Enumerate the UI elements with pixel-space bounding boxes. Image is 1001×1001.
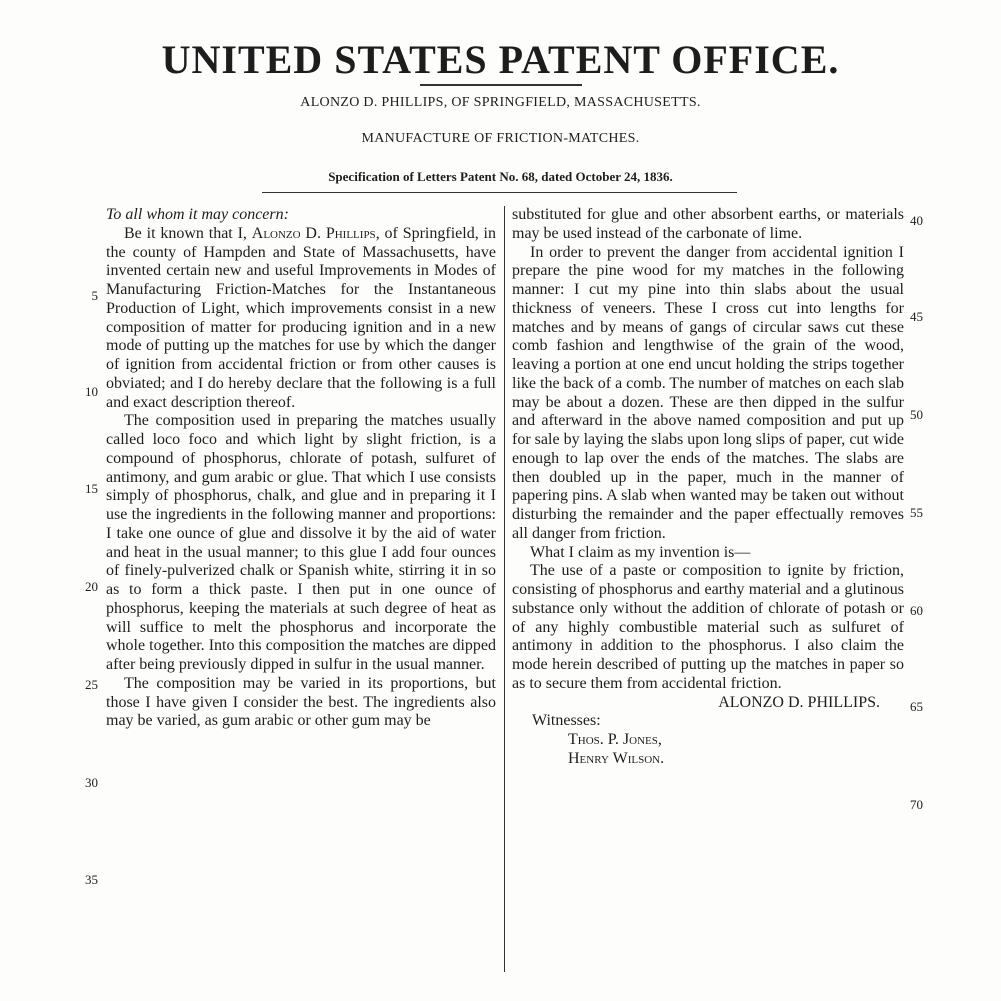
column-divider xyxy=(504,206,505,972)
claim-intro: What I claim as my invention is— xyxy=(530,543,751,561)
continuation-paragraph: substituted for glue and other absorbent earths, or materials may be used instead of the carbonate of lime. xyxy=(512,206,904,242)
line-number-right: 55 xyxy=(910,505,923,520)
title-rule xyxy=(420,84,582,86)
line-number-left: 35 xyxy=(85,872,98,887)
inventor-name: Alonzo D. Phillips xyxy=(251,224,376,242)
line-number-left: 5 xyxy=(91,288,98,303)
variation-paragraph: The composition may be varied in its proportions, but those I have given I consider the best. The ingredients also may be varied, as gum arabic or other gum may be xyxy=(106,674,496,730)
greeting: To all whom it may concern: xyxy=(106,206,289,223)
line-number-right: 50 xyxy=(910,407,923,422)
prevention-paragraph: In order to prevent the danger from accidental ignition I prepare the pine wood for my matches in the following manner: I cut my pine into thin slabs about the usual thickness of veneers. These I cross cut into lengths for matches and by means of gangs of circular saws cut these comb fashion and lengthwise of the grain of the wood, leaving a portion at one end uncut holding the strips together like the back of a comb. The number of matches on each slab may be about a dozen. These are then dipped in the sulfur and afterward in the above named composition and put up for sale by laying the slabs upon long slips of paper, cut wide enough to lap over the ends of the matches. The slabs are then doubled up in the paper, much in the manner of papering pins. A slab when wanted may be taken out without disturbing the remainder and the paper effectually removes all danger from friction. xyxy=(512,243,905,542)
line-number-left: 25 xyxy=(85,677,98,692)
composition-paragraph: The composition used in preparing the matches usually called loco foco and which light by slight friction, is a compound of phosphorus, chlorate of potash, sulfuret of antimony, and gum arabic or glue. That which I use consists simply of phosphorus, chalk, and glue and in preparing it I use the ingredients in the following manner and proportions: I take one ounce of glue and dissolve it by the aid of water and heat in the usual manner; to this glue I add four ounces of finely-pulverized chalk or Spanish white, stirring it in so as to form a thick paste. I then put in one ounce of phosphorus, keeping the materials at such degree of heat as will suffice to melt the phosphorus and incorporate the whole together. Into this composition the matches are dipped after being previously dipped in sulfur in the usual manner. xyxy=(106,412,496,673)
subject-line: MANUFACTURE OF FRICTION-MATCHES. xyxy=(361,131,640,146)
intro-paragraph xyxy=(106,225,496,413)
line-number-right: 40 xyxy=(910,213,923,228)
line-number-left: 15 xyxy=(85,481,98,496)
left-column xyxy=(106,206,496,731)
claim-paragraph: The use of a paste or composition to ignite by friction, consisting of phosphorus and earthy material and a glutinous substance only without the addition of chlorate of potash or of any highly combustible material such as sulfuret of antimony in addition to the phosphorus. I also claim the mode herein described of putting up the matches in paper so as to secure them from accidental friction. xyxy=(512,562,904,692)
page-title: UNITED STATES PATENT OFFICE. xyxy=(161,37,840,82)
signature: ALONZO D. PHILLIPS. xyxy=(718,693,880,711)
line-number-left: 30 xyxy=(85,775,98,790)
line-number-right: 70 xyxy=(910,797,923,812)
line-number-right: 45 xyxy=(910,309,923,324)
intro-rest: , of Springfield, in the county of Hampden and State of Massachusetts, have invented certain new and useful Improvements in Modes of Manufacturing Friction-Matches for the Instantaneous Production of Light, which improvements consist in a new composition of matter for producing ignition and in a new mode of putting up the matches for use by which the danger of ignition from accidental friction or from other causes is obviated; and I do hereby declare that the following is a full and exact description thereof. xyxy=(106,224,496,411)
witness-2: Henry Wilson. xyxy=(568,749,665,767)
line-number-left: 10 xyxy=(85,384,98,399)
line-number-right: 65 xyxy=(910,699,923,714)
witness-1: Thos. P. Jones, xyxy=(568,731,662,748)
right-column xyxy=(512,206,904,769)
header-rule xyxy=(262,192,737,193)
line-number-right: 60 xyxy=(910,603,923,618)
witnesses-label: Witnesses: xyxy=(532,712,601,730)
inventor-line: ALONZO D. PHILLIPS, OF SPRINGFIELD, MASSACHUSETTS. xyxy=(300,95,701,110)
specification-line: Specification of Letters Patent No. 68, dated October 24, 1836. xyxy=(328,169,673,184)
intro-start: Be it known that I, xyxy=(124,224,252,242)
line-number-left: 20 xyxy=(85,579,98,594)
